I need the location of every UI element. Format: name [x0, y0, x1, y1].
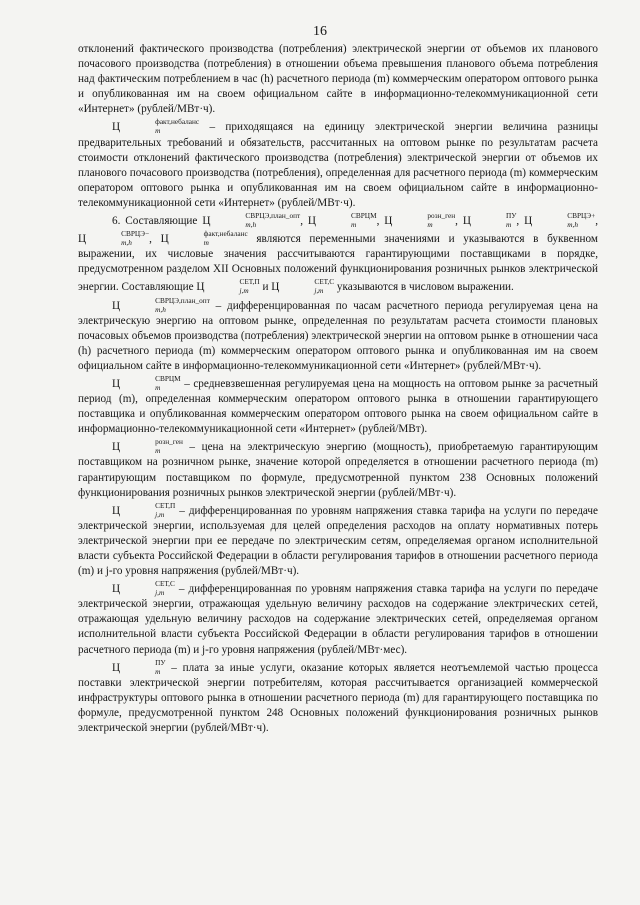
- price-symbol: [112, 117, 200, 136]
- symbol-subscript: m,h: [245, 220, 257, 230]
- symbol-subscript: m: [203, 238, 209, 248]
- symbol-base: Ц: [112, 661, 121, 674]
- text-run: ,: [376, 215, 385, 228]
- paragraph-p2: [78, 117, 598, 211]
- price-symbol: [202, 211, 301, 230]
- symbol-subscript: j,m: [314, 286, 324, 296]
- symbol-base: Ц: [112, 441, 121, 454]
- symbol-superscript: СВРЦЭ+: [567, 211, 596, 221]
- symbol-superscript: СВРЦЭ−: [121, 229, 150, 239]
- text-run: отклонений фактического производства (потребления) электрической энергии от объемов их планового почасового производства (потребления) в отношении объема превышения планового объема потребления над фактическим потреблением в час (h) расчетного периода (m) коммерческим оператором оптового рынка и опубликованная им на своем официальном сайте в информационно-телекоммуникационной сети «Интернет» (рублей/МВт·ч).: [78, 43, 598, 116]
- price-symbol: [78, 229, 150, 248]
- text-run: являются переменными значениями и указываются в буквенном выражении, их числовые значения рассчитываются гарантирующими поставщиками в порядке, предусмотренном разделом XII Основных положений функционирования розничных рынков электрической энергии. Составляющие: [78, 233, 598, 294]
- price-symbol: [524, 211, 596, 230]
- symbol-base: Ц: [78, 233, 87, 246]
- symbol-subscript: m: [505, 220, 512, 230]
- symbol-superscript: СЕТ,С: [314, 277, 335, 287]
- symbol-subscript: j,m: [155, 588, 165, 598]
- symbol-superscript: СВРЦМ: [155, 373, 181, 383]
- symbol-subscript: m: [351, 220, 357, 230]
- text-run: – цена на электрическую энергию (мощность), приобретаемую гарантирующим поставщиком на розничном рынке, значение которой определяется в отношении расчетного периода (m) гарантирующим поставщиком по формуле, предусмотренной пунктом 238 Основных положений функционирования розничных рынков электрической энергии (рублей/МВт·ч).: [78, 441, 598, 499]
- price-symbol: [112, 657, 166, 676]
- text-run: – дифференцированная по уровням напряжения ставка тарифа на услуги по передаче электрической энергии, отражающая удельную величину расходов на содержание электрических сетей, отражающая удельную величину расходов на содержание электрических сетей, определяемая органом исполнительной власти субъекта Российской Федерации в области регулирования тарифов в отношении расчетного периода (m) и j-го уровня напряжения (рублей/МВт·мес).: [78, 583, 598, 656]
- text-run: – средневзвешенная регулируемая цена на мощность на оптовом рынке за расчетный период (m), определенная коммерческим оператором оптового рынка в отношении гарантирующего поставщика и опубликованная коммерческим оператором оптового рынка на своем официальном сайте в информационно-телекоммуникационной сети «Интернет» (рублей/МВт).: [78, 377, 598, 436]
- symbol-base: Ц: [202, 215, 211, 228]
- symbol-subscript: m,h: [155, 304, 166, 314]
- paragraph-p3: [78, 211, 598, 295]
- text-run: – дифференцированная по уровням напряжения ставка тарифа на услуги по передаче электрической энергии, используемая для целей определения расходов на оплату нормативных потерь электрической энергии при ее передаче по электрическим сетям, определяемая органом исполнительной власти субъекта Российской Федерации в области регулирования тарифов в отношении расчетного периода (m) и j-го уровня напряжения (рублей/МВт·ч).: [78, 504, 598, 578]
- text-run: ,: [149, 233, 161, 246]
- symbol-superscript: ПУ: [505, 211, 517, 221]
- text-run: указываются в числовом выражении.: [334, 281, 514, 294]
- text-run: ,: [455, 215, 463, 228]
- symbol-subscript: m: [155, 382, 161, 392]
- symbol-subscript: m: [427, 220, 433, 230]
- text-run: – дифференцированная по часам расчетного периода регулируемая цена на электрическую энергию на оптовом рынке, определенная по результатам расчета стоимости плановых почасовых объемов производства (потребления) электрической энергии на оптовом рынке в отношении часа (h) расчетного периода (m) коммерческим оператором оптового рынка и опубликованная им на своем официальном сайте в информационно-телекоммуникационной сети «Интернет» (рублей/МВт·ч).: [78, 299, 598, 372]
- symbol-superscript: СЕТ,П: [155, 500, 176, 510]
- paragraph-p1: [78, 42, 598, 117]
- price-symbol: [462, 211, 517, 230]
- symbol-superscript: СЕТ,С: [155, 579, 175, 589]
- text-run: ,: [516, 215, 525, 228]
- symbol-base: Ц: [524, 215, 533, 228]
- symbol-superscript: розн_ген: [427, 211, 456, 221]
- symbol-base: Ц: [112, 121, 121, 134]
- text-run: и: [259, 281, 272, 294]
- symbol-base: Ц: [112, 299, 121, 312]
- price-symbol: [307, 211, 377, 230]
- price-symbol: [112, 500, 176, 519]
- paragraph-p7: [78, 501, 598, 579]
- text-run: ,: [300, 215, 308, 228]
- symbol-subscript: m: [155, 666, 161, 676]
- price-symbol: [160, 229, 248, 248]
- symbol-subscript: m,h: [567, 220, 578, 230]
- symbol-superscript: факт,небаланс: [155, 117, 200, 127]
- paragraph-p9: [78, 658, 598, 736]
- symbol-subscript: m: [155, 446, 161, 456]
- symbol-base: Ц: [462, 215, 471, 228]
- price-symbol: [112, 295, 210, 314]
- symbol-superscript: ПУ: [155, 657, 166, 667]
- price-symbol: [112, 579, 175, 598]
- text-run: – приходящаяся на единицу электрической энергии величина разницы предварительных требований и обязательств, рассчитанных на оптовом рынке по результатам расчета стоимости отклонений фактического производства (потребления) электрической энергии от объемов их планового почасового производства (потребления), определенная для расчетного периода (m) коммерческим оператором оптового рынка и опубликованная им на своем официальном сайте в информационно-телекоммуникационной сети «Интернет» (рублей/МВт·ч).: [78, 121, 598, 209]
- paragraph-p8: [78, 579, 598, 657]
- price-symbol: [384, 211, 456, 230]
- symbol-base: Ц: [112, 583, 121, 596]
- symbol-superscript: СВРЦМ: [351, 211, 377, 221]
- symbol-subscript: m,h: [121, 238, 132, 248]
- symbol-base: Ц: [112, 504, 121, 517]
- symbol-superscript: СЕТ,П: [239, 277, 260, 287]
- symbol-subscript: j,m: [155, 509, 165, 519]
- symbol-superscript: СВРЦЭ,план_опт: [245, 211, 301, 221]
- symbol-base: Ц: [384, 215, 393, 228]
- price-symbol: [112, 373, 181, 392]
- symbol-subscript: j,m: [239, 286, 249, 296]
- paragraph-p6: [78, 437, 598, 500]
- symbol-superscript: розн_ген: [155, 437, 183, 447]
- symbol-base: Ц: [112, 377, 121, 390]
- page-number: 16: [313, 24, 327, 39]
- price-symbol: [112, 437, 183, 456]
- symbol-base: Ц: [271, 281, 280, 294]
- symbol-superscript: СВРЦЭ,план_опт: [155, 295, 210, 305]
- symbol-base: Ц: [196, 281, 205, 294]
- paragraph-p5: [78, 374, 598, 437]
- paragraph-p4: [78, 296, 598, 374]
- price-symbol: [196, 277, 260, 296]
- text-run: 6. Составляющие: [112, 215, 203, 228]
- symbol-superscript: факт,небаланс: [203, 229, 248, 239]
- symbol-base: Ц: [307, 215, 317, 228]
- document-body: [78, 42, 598, 736]
- text-run: – плата за иные услуги, оказание которых является неотъемлемой частью процесса поставки электрической энергии потребителям, которая рассчитывается организацией коммерческой инфраструктуры оптового рынка в отношении расчетного периода (m) для гарантирующего поставщика по формуле, предусмотренной пунктом 248 Основных положений функционирования розничных рынков электрической энергии (рублей/МВт·ч).: [78, 661, 598, 735]
- text-run: ,: [595, 215, 599, 228]
- symbol-subscript: m: [155, 126, 161, 136]
- price-symbol: [271, 277, 335, 296]
- symbol-base: Ц: [160, 233, 169, 246]
